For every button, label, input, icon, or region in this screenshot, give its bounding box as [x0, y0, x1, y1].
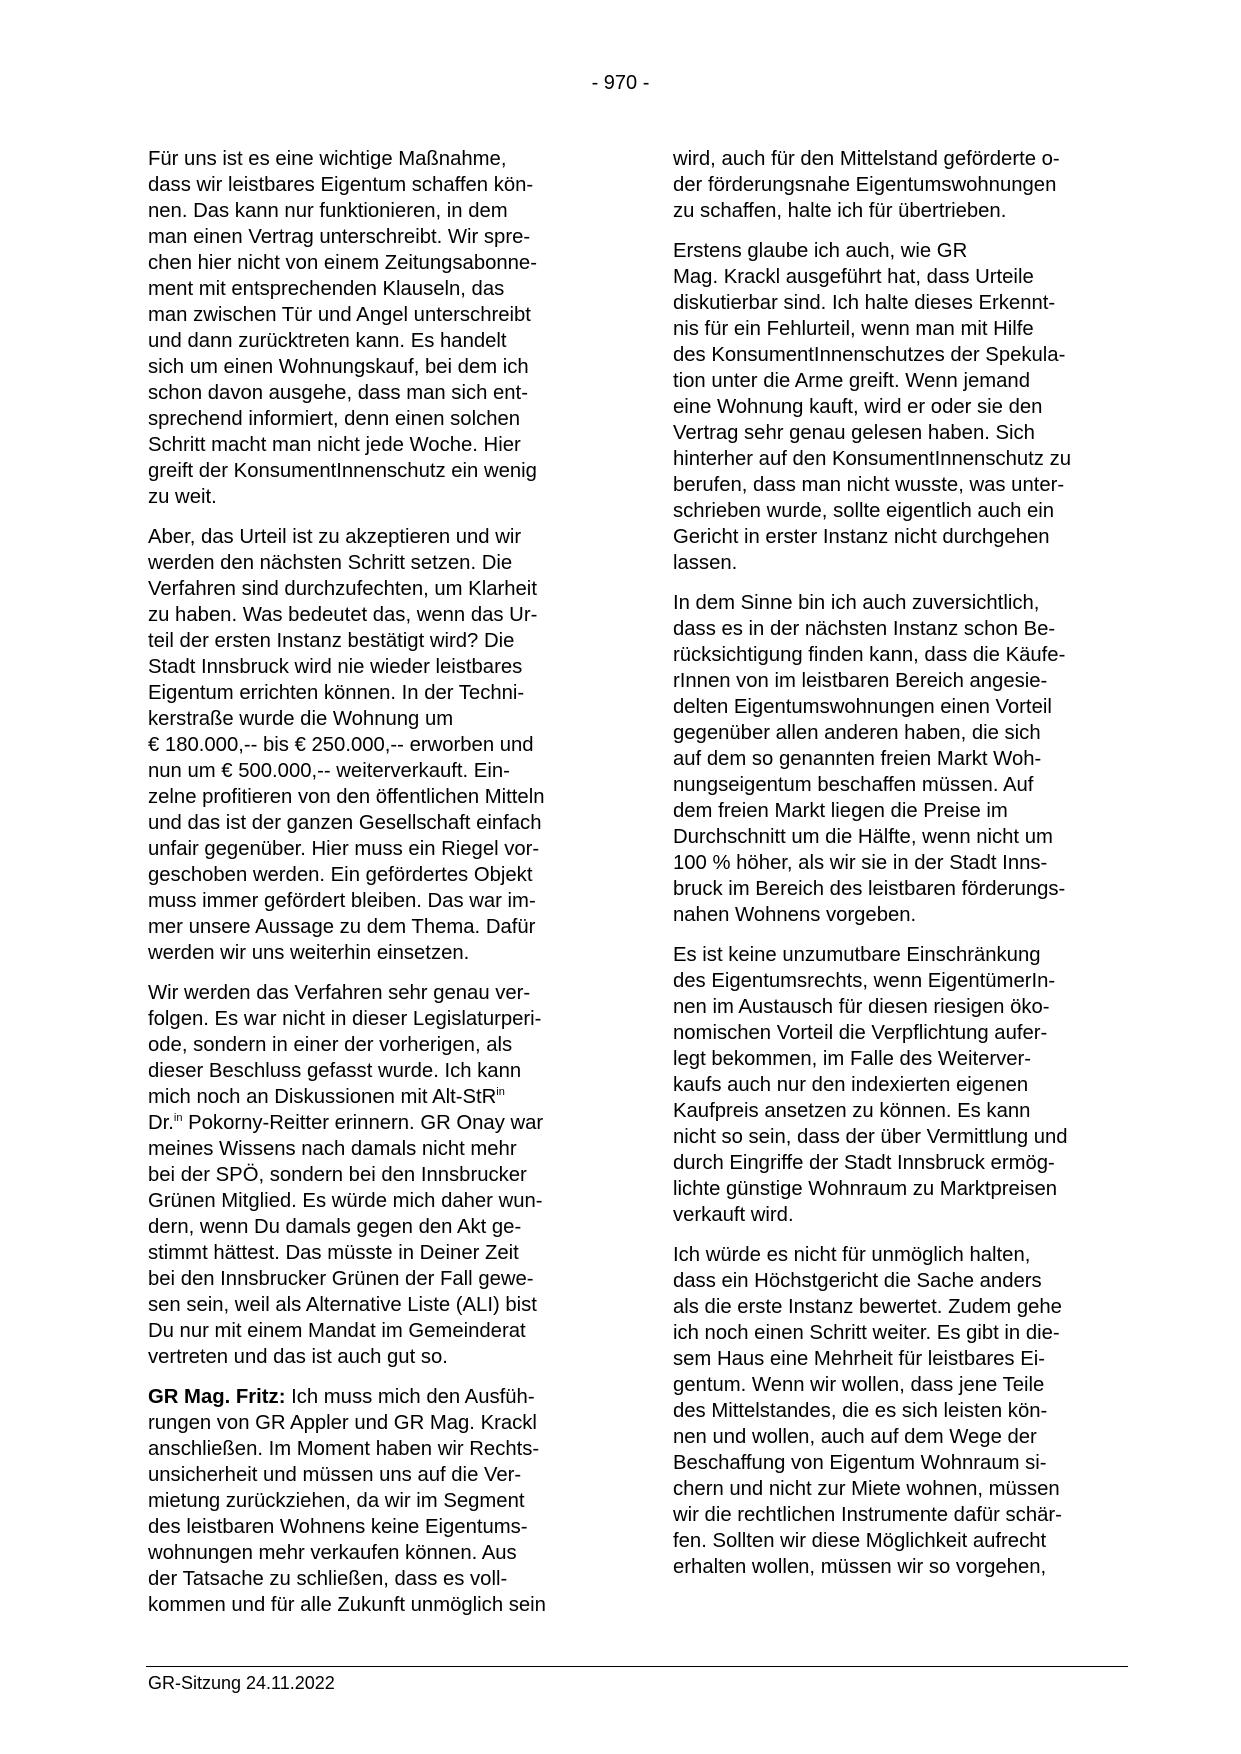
text-line: zelne profitieren von den öffentlichen Mitteln	[148, 786, 545, 808]
superscript: in	[496, 1086, 505, 1098]
text-line: man einen Vertrag unterschreibt. Wir spre-	[148, 226, 531, 248]
text-line: gentum. Wenn wir wollen, dass jene Teile	[673, 1374, 1045, 1396]
text-line: nicht so sein, dass der über Vermittlung und	[673, 1126, 1068, 1148]
text-line: fen. Sollten wir diese Möglichkeit aufrecht	[673, 1530, 1047, 1552]
text-line: Du nur mit einem Mandat im Gemeinderat	[148, 1320, 526, 1342]
text-line: € 180.000,-- bis € 250.000,-- erworben und	[148, 734, 534, 756]
paragraph	[148, 980, 600, 1370]
text-line: Ich würde es nicht für unmöglich halten,	[673, 1244, 1031, 1266]
text-line: auf dem so genannten freien Markt Woh-	[673, 748, 1042, 770]
text-line: wir die rechtlichen Instrumente dafür schär-	[673, 1504, 1062, 1526]
text-line: nen im Austausch für diesen riesigen öko-	[673, 996, 1050, 1018]
text-line: nis für ein Fehlurteil, wenn man mit Hilfe	[673, 318, 1034, 340]
text-line: zu haben. Was bedeutet das, wenn das Ur-	[148, 604, 538, 626]
text-line: wird, auch für den Mittelstand geförderte o-	[673, 148, 1060, 170]
text-line: verkauft wird.	[673, 1204, 794, 1226]
text-lines	[148, 1410, 600, 1618]
paragraph	[673, 146, 1125, 224]
text-segment: mich noch an Diskussionen mit Alt-StR	[148, 1086, 497, 1108]
text-line: greift der KonsumentInnenschutz ein wenig	[148, 460, 537, 482]
text-line: sen sein, weil als Alternative Liste (ALI) bist	[148, 1294, 537, 1316]
speaker-name: GR Mag. Fritz:	[148, 1386, 286, 1408]
text-line: werden wir uns weiterhin einsetzen.	[148, 942, 470, 964]
text-line: teil der ersten Instanz bestätigt wird? Die	[148, 630, 515, 652]
text-line: muss immer gefördert bleiben. Das war im-	[148, 890, 536, 912]
paragraph	[673, 942, 1125, 1228]
text-line: gegenüber allen anderen haben, die sich	[673, 722, 1041, 744]
text-line: erhalten wollen, müssen wir so vorgehen,	[673, 1556, 1047, 1578]
text-line: Schritt macht man nicht jede Woche. Hier	[148, 434, 521, 456]
text-line: zu schaffen, halte ich für übertrieben.	[673, 200, 1007, 222]
text-line: und dann zurücktreten kann. Es handelt	[148, 330, 507, 352]
text-line: Vertrag sehr genau gelesen haben. Sich	[673, 422, 1035, 444]
text-line: des leistbaren Wohnens keine Eigentums-	[148, 1516, 528, 1538]
text-line: Eigentum errichten können. In der Techni-	[148, 682, 525, 704]
text-line: dem freien Markt liegen die Preise im	[673, 800, 1008, 822]
text-line: legt bekommen, im Falle des Weiterver-	[673, 1048, 1032, 1070]
text-line: unsicherheit und müssen uns auf die Ver-	[148, 1464, 522, 1486]
text-line: Es ist keine unzumutbare Einschränkung	[673, 944, 1041, 966]
text-line: Beschaffung von Eigentum Wohnraum si-	[673, 1452, 1047, 1474]
text-line: folgen. Es war nicht in dieser Legislaturperi-	[148, 1008, 542, 1030]
text-line: vertreten und das ist auch gut so.	[148, 1346, 448, 1368]
text-line: mietung zurückziehen, da wir im Segment	[148, 1490, 525, 1512]
text-line: chen hier nicht von einem Zeitungsabonne-	[148, 252, 537, 274]
text-line: des KonsumentInnenschutzes der Spekula-	[673, 344, 1066, 366]
text-line: Verfahren sind durchzufechten, um Klarheit	[148, 578, 537, 600]
text-line: Erstens glaube ich auch, wie GR	[673, 240, 968, 262]
text-line: Aber, das Urteil ist zu akzeptieren und wir	[148, 526, 522, 548]
text-line: rücksichtigung finden kann, dass die Käufe-	[673, 644, 1066, 666]
paragraph	[673, 1242, 1125, 1580]
text-line: bei der SPÖ, sondern bei den Innsbrucker	[148, 1164, 527, 1186]
paragraph	[148, 1384, 600, 1618]
text-line: mer unsere Aussage zu dem Thema. Dafür	[148, 916, 536, 938]
text-line	[148, 1110, 600, 1136]
text-line: dass wir leistbares Eigentum schaffen kön-	[148, 174, 534, 196]
text-line: anschließen. Im Moment haben wir Rechts-	[148, 1438, 540, 1460]
text-line: rungen von GR Appler und GR Mag. Krackl	[148, 1412, 537, 1434]
text-line: dass es in der nächsten Instanz schon Be-	[673, 618, 1056, 640]
text-line: Wir werden das Verfahren sehr genau ver-	[148, 982, 531, 1004]
text-line	[148, 1084, 600, 1110]
text-line: dern, wenn Du damals gegen den Akt ge-	[148, 1216, 522, 1238]
left-column	[148, 146, 600, 1632]
text-line: nen. Das kann nur funktionieren, in dem	[148, 200, 508, 222]
paragraph	[148, 524, 600, 966]
text-line: Durchschnitt um die Hälfte, wenn nicht um	[673, 826, 1053, 848]
text-line: nungseigentum beschaffen müssen. Auf	[673, 774, 1034, 796]
paragraph	[148, 146, 600, 510]
text-line: nen und wollen, auch auf dem Wege der	[673, 1426, 1037, 1448]
text-line: sprechend informiert, denn einen solchen	[148, 408, 521, 430]
text-segment: Pokorny-Reitter erinnern. GR Onay war	[182, 1112, 544, 1134]
text-line: ment mit entsprechenden Klauseln, das	[148, 278, 505, 300]
text-line: schrieben wurde, sollte eigentlich auch ein	[673, 500, 1055, 522]
text-line: Für uns ist es eine wichtige Maßnahme,	[148, 148, 507, 170]
text-line: hinterher auf den KonsumentInnenschutz zu	[673, 448, 1071, 470]
text-line: 100 % höher, als wir sie in der Stadt Inns-	[673, 852, 1048, 874]
text-line: chern und nicht zur Miete wohnen, müssen	[673, 1478, 1060, 1500]
text-line: lichte günstige Wohnraum zu Marktpreisen	[673, 1178, 1058, 1200]
text-line: als die erste Instanz bewertet. Zudem gehe	[673, 1296, 1062, 1318]
text-line: Kaufpreis ansetzen zu können. Es kann	[673, 1100, 1031, 1122]
text-line: unfair gegenüber. Hier muss ein Riegel vor-	[148, 838, 540, 860]
paragraph	[673, 238, 1125, 576]
text-line: nomischen Vorteil die Verpflichtung aufer-	[673, 1022, 1048, 1044]
page-number: - 970 -	[591, 72, 650, 94]
text-line: der Tatsache zu schließen, dass es voll-	[148, 1568, 508, 1590]
text-line: stimmt hättest. Das müsste in Deiner Zeit	[148, 1242, 519, 1264]
text-line: kommen und für alle Zukunft unmöglich sein	[148, 1594, 546, 1616]
text-line: Gericht in erster Instanz nicht durchgehen	[673, 526, 1050, 548]
text-line: sich um einen Wohnungskauf, bei dem ich	[148, 356, 529, 378]
text-line: eine Wohnung kauft, wird er oder sie den	[673, 396, 1043, 418]
superscript: in	[173, 1112, 183, 1124]
text-line: In dem Sinne bin ich auch zuversichtlich,	[673, 592, 1040, 614]
text-line: nun um € 500.000,-- weiterverkauft. Ein-	[148, 760, 510, 782]
text-line: wohnungen mehr verkaufen können. Aus	[148, 1542, 517, 1564]
text-line: tion unter die Arme greift. Wenn jemand	[673, 370, 1030, 392]
text-line: Stadt Innsbruck wird nie wieder leistbares	[148, 656, 523, 678]
text-line: der förderungsnahe Eigentumswohnungen	[673, 174, 1057, 196]
text-line: rInnen von im leistbaren Bereich angesie-	[673, 670, 1048, 692]
text-line: kerstraße wurde die Wohnung um	[148, 708, 454, 730]
text-line: des Mittelstandes, die es sich leisten kön-	[673, 1400, 1048, 1422]
text-line: Mag. Krackl ausgeführt hat, dass Urteile	[673, 266, 1034, 288]
text-segment: Ich muss mich den Ausfüh-	[285, 1386, 535, 1408]
text-line: man zwischen Tür und Angel unterschreibt	[148, 304, 531, 326]
text-line: diskutierbar sind. Ich halte dieses Erkennt-	[673, 292, 1056, 314]
text-line: nahen Wohnens vorgeben.	[673, 904, 917, 926]
right-column	[673, 146, 1125, 1594]
text-line: sem Haus eine Mehrheit für leistbares Ei-	[673, 1348, 1045, 1370]
text-line: ich noch einen Schritt weiter. Es gibt in die-	[673, 1322, 1060, 1344]
text-line: meines Wissens nach damals nicht mehr	[148, 1138, 517, 1160]
footer-text: GR-Sitzung 24.11.2022	[148, 1673, 335, 1693]
text-line: kaufs auch nur den indexierten eigenen	[673, 1074, 1029, 1096]
text-line: berufen, dass man nicht wusste, was unter-	[673, 474, 1065, 496]
text-line: und das ist der ganzen Gesellschaft einfach	[148, 812, 542, 834]
text-line: dass ein Höchstgericht die Sache anders	[673, 1270, 1042, 1292]
text-line: schon davon ausgehe, dass man sich ent-	[148, 382, 528, 404]
text-line: lassen.	[673, 552, 738, 574]
text-line: bruck im Bereich des leistbaren förderungs-	[673, 878, 1066, 900]
text-line: geschoben werden. Ein gefördertes Objekt	[148, 864, 533, 886]
text-line: zu weit.	[148, 486, 217, 508]
text-line: werden den nächsten Schritt setzen. Die	[148, 552, 513, 574]
text-line: Grünen Mitglied. Es würde mich daher wun-	[148, 1190, 543, 1212]
footer-divider	[146, 1666, 1128, 1667]
text-line: ode, sondern in einer der vorherigen, als	[148, 1034, 513, 1056]
text-line: bei den Innsbrucker Grünen der Fall gewe-	[148, 1268, 534, 1290]
paragraph	[673, 590, 1125, 928]
text-line: delten Eigentumswohnungen einen Vorteil	[673, 696, 1052, 718]
text-segment: Dr.	[148, 1112, 174, 1134]
text-line	[148, 1384, 600, 1410]
text-line: durch Eingriffe der Stadt Innsbruck ermög-	[673, 1152, 1055, 1174]
text-line: des Eigentumsrechts, wenn EigentümerIn-	[673, 970, 1056, 992]
text-line: dieser Beschluss gefasst wurde. Ich kann	[148, 1060, 522, 1082]
